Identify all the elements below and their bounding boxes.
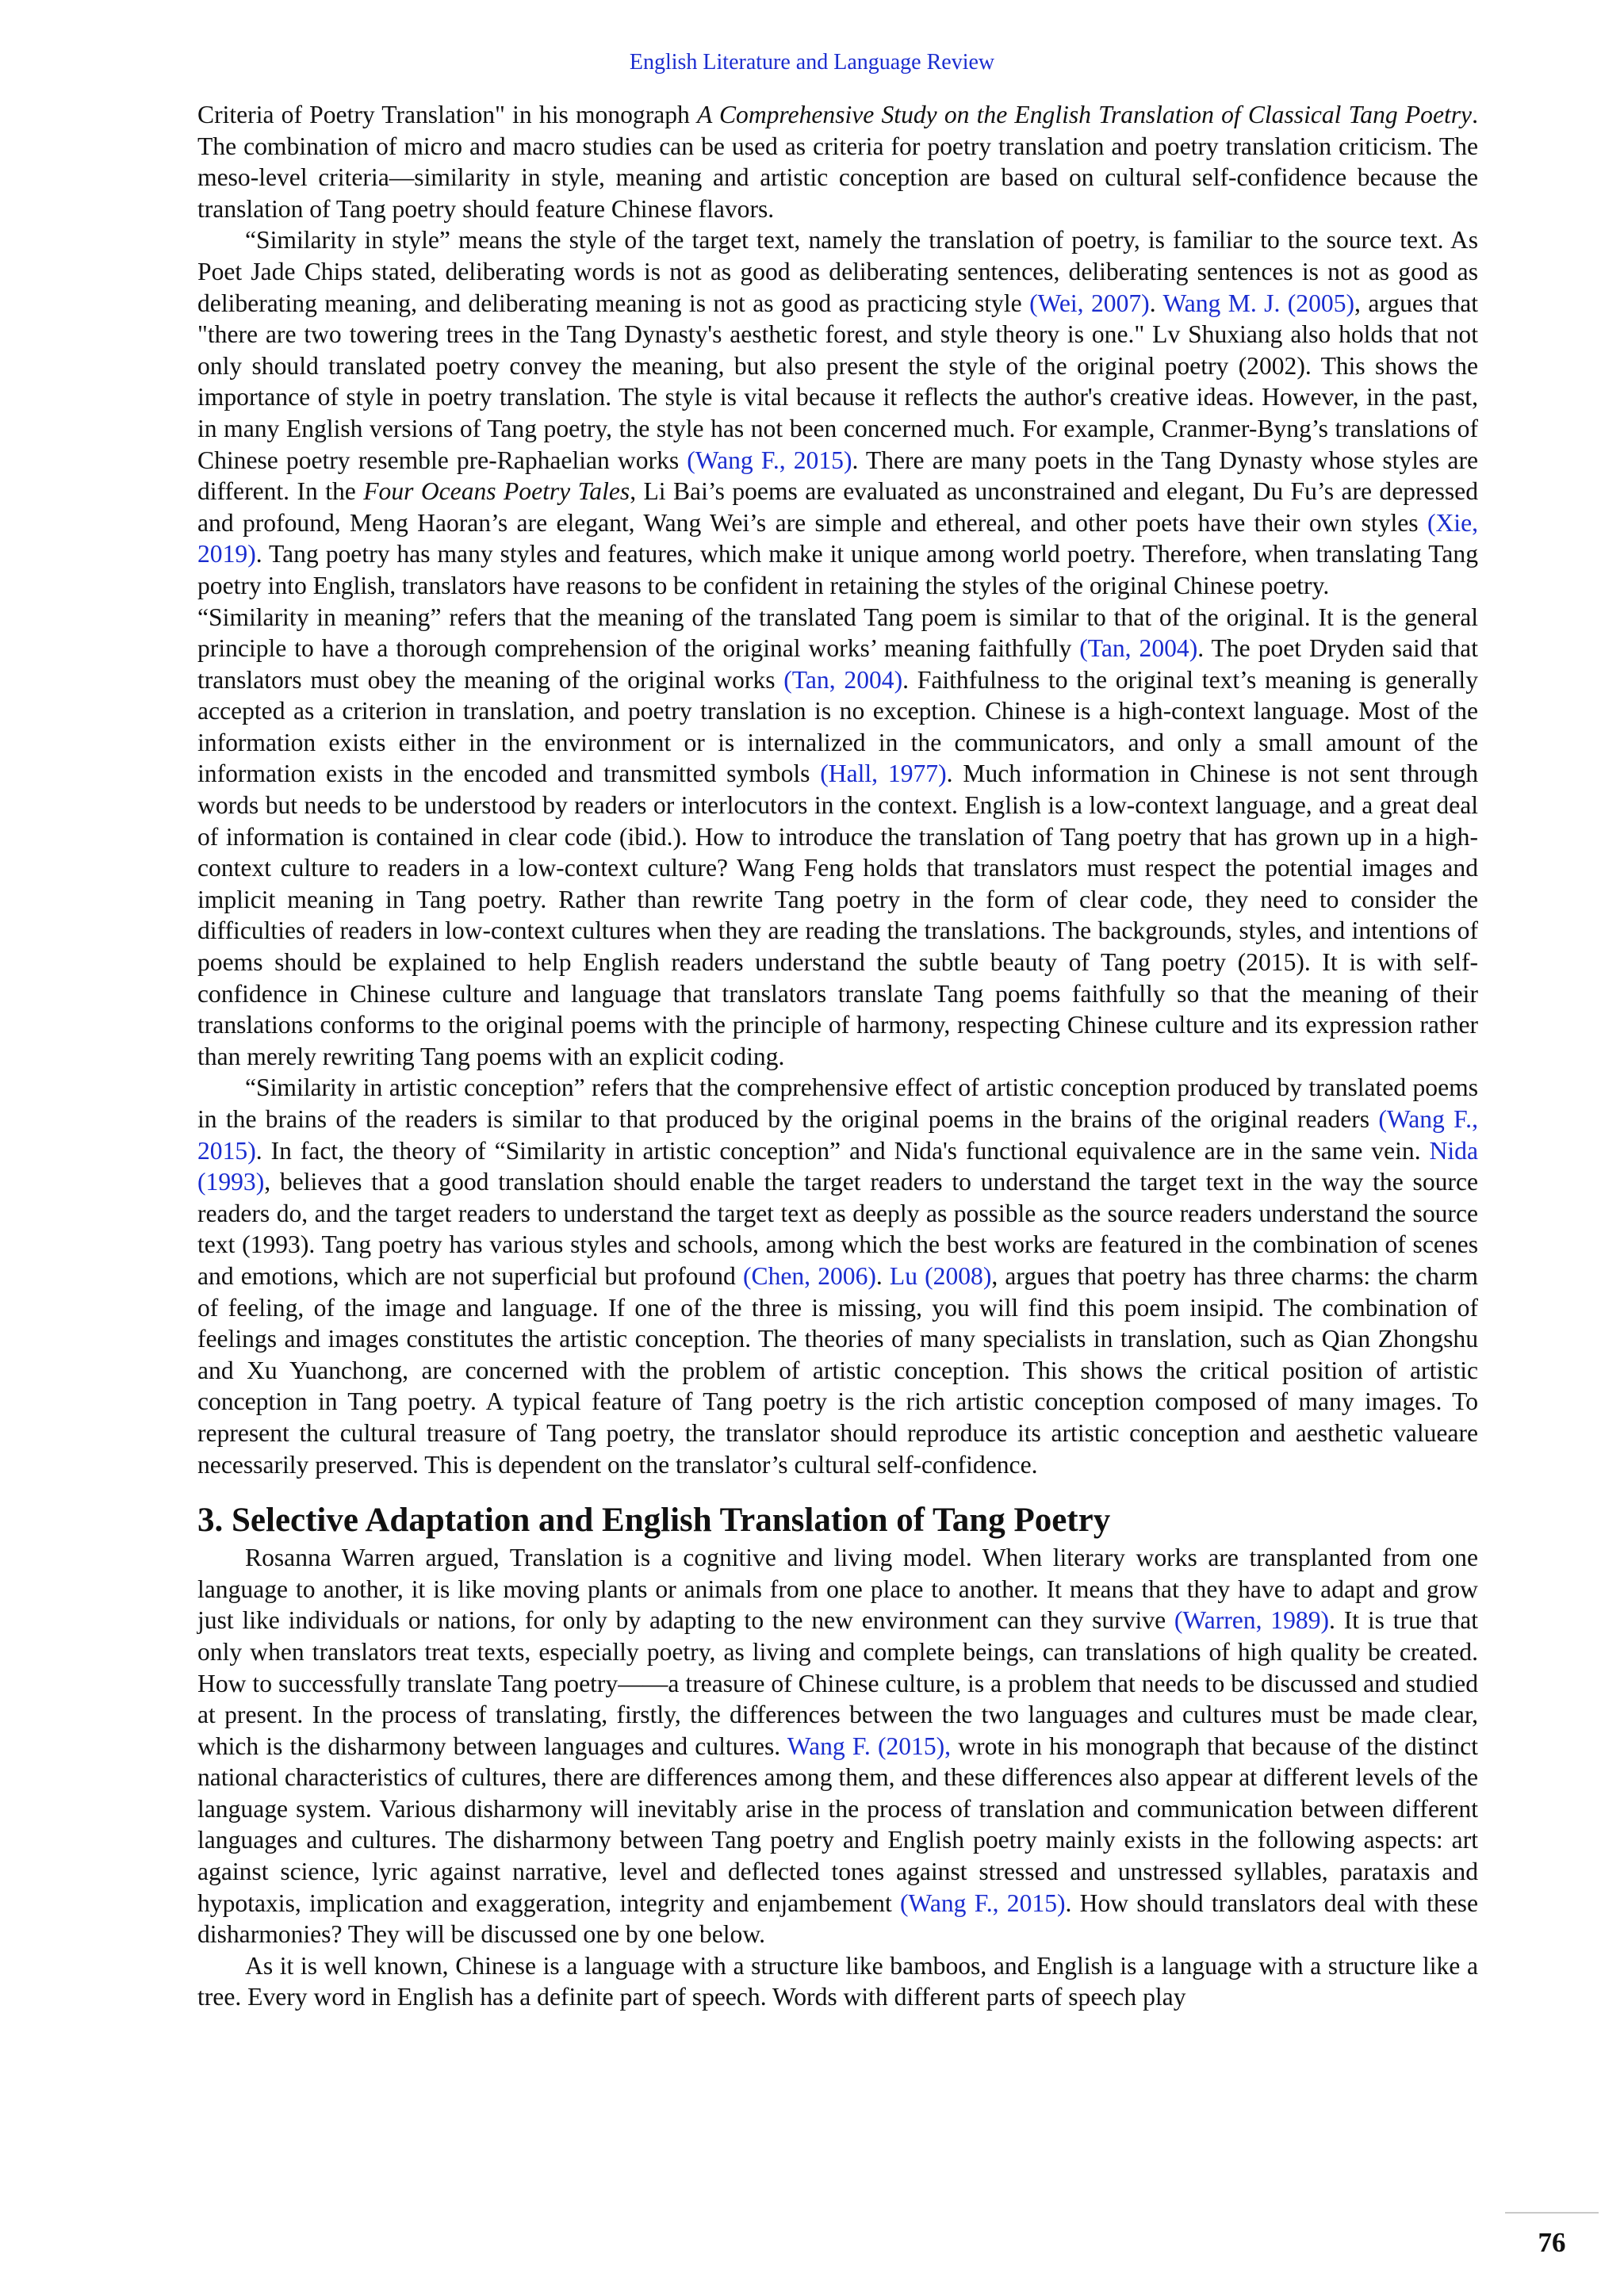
citation-link[interactable]: Wang M. J. (2005) bbox=[1162, 289, 1355, 317]
citation-link[interactable]: (Wang F., 2015) bbox=[900, 1888, 1066, 1917]
citation-link[interactable]: (Chen, 2006) bbox=[742, 1261, 876, 1290]
citation-link[interactable]: (Wei, 2007) bbox=[1029, 289, 1150, 317]
citation-link[interactable]: (Wang F., 2015) bbox=[197, 1105, 1478, 1165]
paragraph-language-structure: As it is well known, Chinese is a language with a structure like bamboos, and English is a language with a structure like a tree. Every word in English has a definite part of speech. Words with different parts of speech play bbox=[197, 1951, 1478, 2011]
page-number-rule bbox=[1505, 2212, 1599, 2214]
paragraph-similarity-meaning: “Similarity in meaning” refers that the meaning of the translated Tang poem is similar to that of the original. It is the general principle to have a thorough comprehension of the original works’ meaning faithfully (Tan, 2004). The poet Dryden said that translators must obey the meaning of the original works (Tan, 2004). Faithfulness to the original text’s meaning is generally accepted as a criterion in translation, and poetry translation is no exception. Chinese is a high-context language. Most of the information exists either in the environment or is internalized in the communicators, and only a small amount of the information exists in the encoded and transmitted symbols (Hall, 1977). Much information in Chinese is not sent through words but needs to be understood by readers or interlocutors in the context. English is a low-context language, and a great deal of information is contained in clear code (ibid.). How to introduce the translation of Tang poetry that has grown up in a high-context culture to readers in a low-context culture? Wang Feng holds that translators must respect the potential images and implicit meaning in Tang poetry. Rather than rewrite Tang poetry in the form of clear code, they need to consider the difficulties of readers in low-context cultures when they are reading the translations. The backgrounds, styles, and intentions of poems should be explained to help English readers understand the subtle beauty of Tang poetry (2015). It is with self-confidence in Chinese culture and language that translators translate Tang poems faithfully so that the meaning of their translations conforms to the original poems with the principle of harmony, respecting Chinese culture and its expression rather than merely rewriting Tang poems with an explicit coding. bbox=[197, 603, 1478, 1070]
citation-link[interactable]: (Xie, 2019) bbox=[197, 508, 1478, 568]
book-title: Four Oceans Poetry Tales bbox=[363, 477, 630, 506]
paragraph-selective-adaptation: Rosanna Warren argued, Translation is a cognitive and living model. When literary works are transplanted from one language to another, it is like moving plants or animals from one place to another. It means that they have to adapt and grow just like individuals or nations, for only by adapting to the new environment can they survive (Warren, 1989). It is true that only when translators treat texts, especially poetry, as living and complete beings, can translations of high quality be created. How to successfully translate Tang poetry——a treasure of Chinese culture, is a problem that needs to be discussed and studied at present. In the process of translating, firstly, the differences between the two languages and cultures must be made clear, which is the disharmony between languages and cultures. Wang F. (2015), wrote in his monograph that because of the distinct national characteristics of cultures, there are differences among them, and these differences also appear at different levels of the language system. Various disharmony will inevitably arise in the process of translation and communication between different languages and cultures. The disharmony between Tang poetry and English poetry mainly exists in the following aspects: art against science, lyric against narrative, level and deflected tones against stressed and unstressed syllables, parataxis and hypotaxis, implication and exaggeration, integrity and enjambement (Wang F., 2015). How should translators deal with these disharmonies? They will be discussed one by one below. bbox=[197, 1544, 1478, 1949]
citation-link[interactable]: (Tan, 2004) bbox=[1079, 634, 1198, 663]
article-body bbox=[197, 99, 1478, 2013]
paragraph-similarity-style: “Similarity in style” means the style of the target text, namely the translation of poetry, is familiar to the source text. As Poet Jade Chips stated, deliberating words is not as good as deliberating sentences, deliberating sentences is not as good as deliberating meaning, and deliberating meaning is not as good as practicing style (Wei, 2007). Wang M. J. (2005), argues that "there are two towering trees in the Tang Dynasty's aesthetic forest, and style theory is one." Lv Shuxiang also holds that not only should translated poetry convey the meaning, but also present the style of the original poetry (2002). This shows the importance of style in poetry translation. The style is vital because it reflects the author's creative ideas. However, in the past, in many English versions of Tang poetry, the style has not been concerned much. For example, Cranmer-Byng’s translations of Chinese poetry resemble pre-Raphaelian works (Wang F., 2015). There are many poets in the Tang Dynasty whose styles are different. In the Four Oceans Poetry Tales, Li Bai’s poems are evaluated as unconstrained and elegant, Du Fu’s are depressed and profound, Meng Haoran’s are elegant, Wang Wei’s are simple and ethereal, and other poets have their own styles (Xie, 2019). Tang poetry has many styles and features, which make it unique among world poetry. Therefore, when translating Tang poetry into English, translators have reasons to be confident in retaining the styles of the original Chinese poetry. bbox=[197, 226, 1478, 599]
page-number: 76 bbox=[1538, 2227, 1566, 2258]
monograph-title: A Comprehensive Study on the English Translation of Classical Tang Poetry bbox=[697, 101, 1473, 128]
citation-link[interactable]: Lu (2008) bbox=[889, 1261, 992, 1290]
citation-link[interactable]: (Hall, 1977) bbox=[820, 760, 947, 788]
citation-link[interactable]: (Tan, 2004) bbox=[783, 665, 903, 694]
citation-link[interactable]: (Warren, 1989) bbox=[1174, 1606, 1330, 1635]
citation-link[interactable]: Nida (1993) bbox=[197, 1136, 1478, 1196]
citation-link[interactable]: Wang F. (2015), bbox=[787, 1732, 952, 1760]
section-heading: 3. Selective Adaptation and English Translation of Tang Poetry bbox=[197, 1502, 1111, 1540]
journal-header: English Literature and Language Review bbox=[629, 50, 995, 75]
paragraph-similarity-artistic: “Similarity in artistic conception” refers that the comprehensive effect of artistic conception produced by translated poems in the brains of the readers is similar to that produced by the original poems in the brains of the original readers (Wang F., 2015). In fact, the theory of “Similarity in artistic conception” and Nida's functional equivalence are in the same vein. Nida (1993), believes that a good translation should enable the target readers to understand the target text in the way the source readers do, and the target readers to understand the target text as deeply as possible as the source readers understand the source text (1993). Tang poetry has various styles and schools, among which the best works are featured in the combination of scenes and emotions, which are not superficial but profound (Chen, 2006). Lu (2008), argues that poetry has three charms: the charm of feeling, of the image and language. If one of the three is missing, you will find this poem insipid. The combination of feelings and images constitutes the artistic conception. The theories of many specialists in translation, such as Qian Zhongshu and Xu Yuanchong, are concerned with the problem of artistic conception. This shows the critical position of artistic conception in Tang poetry. A typical feature of Tang poetry is the rich artistic conception composed of many images. To represent the cultural treasure of Tang poetry, the translator should reproduce its artistic conception and aesthetic valueare necessarily preserved. This is dependent on the translator’s cultural self-confidence. bbox=[197, 1073, 1478, 1479]
paragraph-criteria-intro: Criteria of Poetry Translation" in his monograph A Comprehensive Study on the English Translation of Classical Tang Poetry. The combination of micro and macro studies can be used as criteria for poetry translation and poetry translation criticism. The meso-level criteria—similarity in style, meaning and artistic conception are based on cultural self-confidence because the translation of Tang poetry should feature Chinese flavors. bbox=[197, 101, 1478, 223]
citation-link[interactable]: (Wang F., 2015) bbox=[687, 446, 852, 474]
